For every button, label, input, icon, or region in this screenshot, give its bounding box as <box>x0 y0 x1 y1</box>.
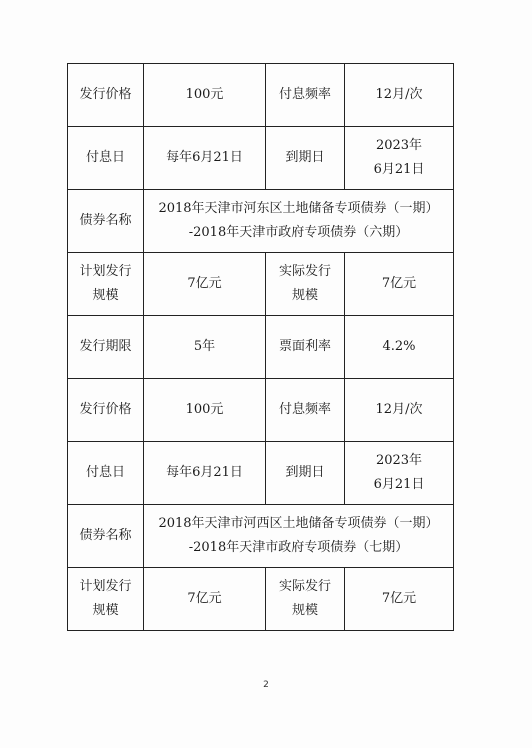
label-cell: 付息频率 <box>266 64 345 127</box>
bond-name-line: 2018年天津市河东区土地储备专项债券（一期） <box>158 201 439 216</box>
label-cell: 发行价格 <box>68 379 144 442</box>
label-line: 实际发行 <box>278 579 331 594</box>
table-row <box>68 190 454 253</box>
value-cell: 100元 <box>144 379 266 442</box>
label-line: 规模 <box>92 288 119 303</box>
label-cell <box>68 253 144 316</box>
value-cell: 5年 <box>144 316 266 379</box>
table-row <box>68 316 454 379</box>
value-line: 6月21日 <box>373 162 425 177</box>
value-cell: 每年6月21日 <box>144 442 266 505</box>
label-cell: 票面利率 <box>266 316 345 379</box>
label-cell: 付息日 <box>68 127 144 190</box>
label-line: 规模 <box>291 603 318 618</box>
label-cell: 到期日 <box>266 442 345 505</box>
label-line: 规模 <box>92 603 119 618</box>
bond-name-line: 2018年天津市河西区土地储备专项债券（一期） <box>158 516 439 531</box>
value-line: 6月21日 <box>373 477 425 492</box>
value-line: 2023年 <box>375 138 423 153</box>
bond-name-cell <box>144 505 454 568</box>
table-row <box>68 64 454 127</box>
label-line: 计划发行 <box>79 264 132 279</box>
value-cell: 100元 <box>144 64 266 127</box>
table-row <box>68 568 454 631</box>
value-cell: 7亿元 <box>345 253 454 316</box>
label-cell <box>266 568 345 631</box>
value-cell: 7亿元 <box>144 253 266 316</box>
value-cell: 12月/次 <box>345 64 454 127</box>
value-cell: 7亿元 <box>345 568 454 631</box>
label-cell: 发行价格 <box>68 64 144 127</box>
table-row <box>68 442 454 505</box>
label-line: 计划发行 <box>79 579 132 594</box>
table-row <box>68 505 454 568</box>
label-cell: 债券名称 <box>68 505 144 568</box>
label-cell: 债券名称 <box>68 190 144 253</box>
label-cell <box>68 568 144 631</box>
label-cell: 到期日 <box>266 127 345 190</box>
value-cell <box>345 442 454 505</box>
label-cell: 发行期限 <box>68 316 144 379</box>
value-cell <box>345 127 454 190</box>
label-line: 实际发行 <box>278 264 331 279</box>
bond-info-table <box>67 63 454 631</box>
table-row <box>68 127 454 190</box>
value-line: 2023年 <box>375 453 423 468</box>
value-cell: 每年6月21日 <box>144 127 266 190</box>
label-cell: 付息频率 <box>266 379 345 442</box>
value-cell: 4.2% <box>345 316 454 379</box>
page-number: 2 <box>263 680 269 690</box>
value-cell: 12月/次 <box>345 379 454 442</box>
value-cell: 7亿元 <box>144 568 266 631</box>
label-cell: 付息日 <box>68 442 144 505</box>
bond-name-line: -2018年天津市政府专项债券（六期） <box>188 225 409 240</box>
table-row <box>68 253 454 316</box>
bond-name-line: -2018年天津市政府专项债券（七期） <box>188 540 409 555</box>
label-line: 规模 <box>291 288 318 303</box>
bond-name-cell <box>144 190 454 253</box>
table-row <box>68 379 454 442</box>
label-cell <box>266 253 345 316</box>
